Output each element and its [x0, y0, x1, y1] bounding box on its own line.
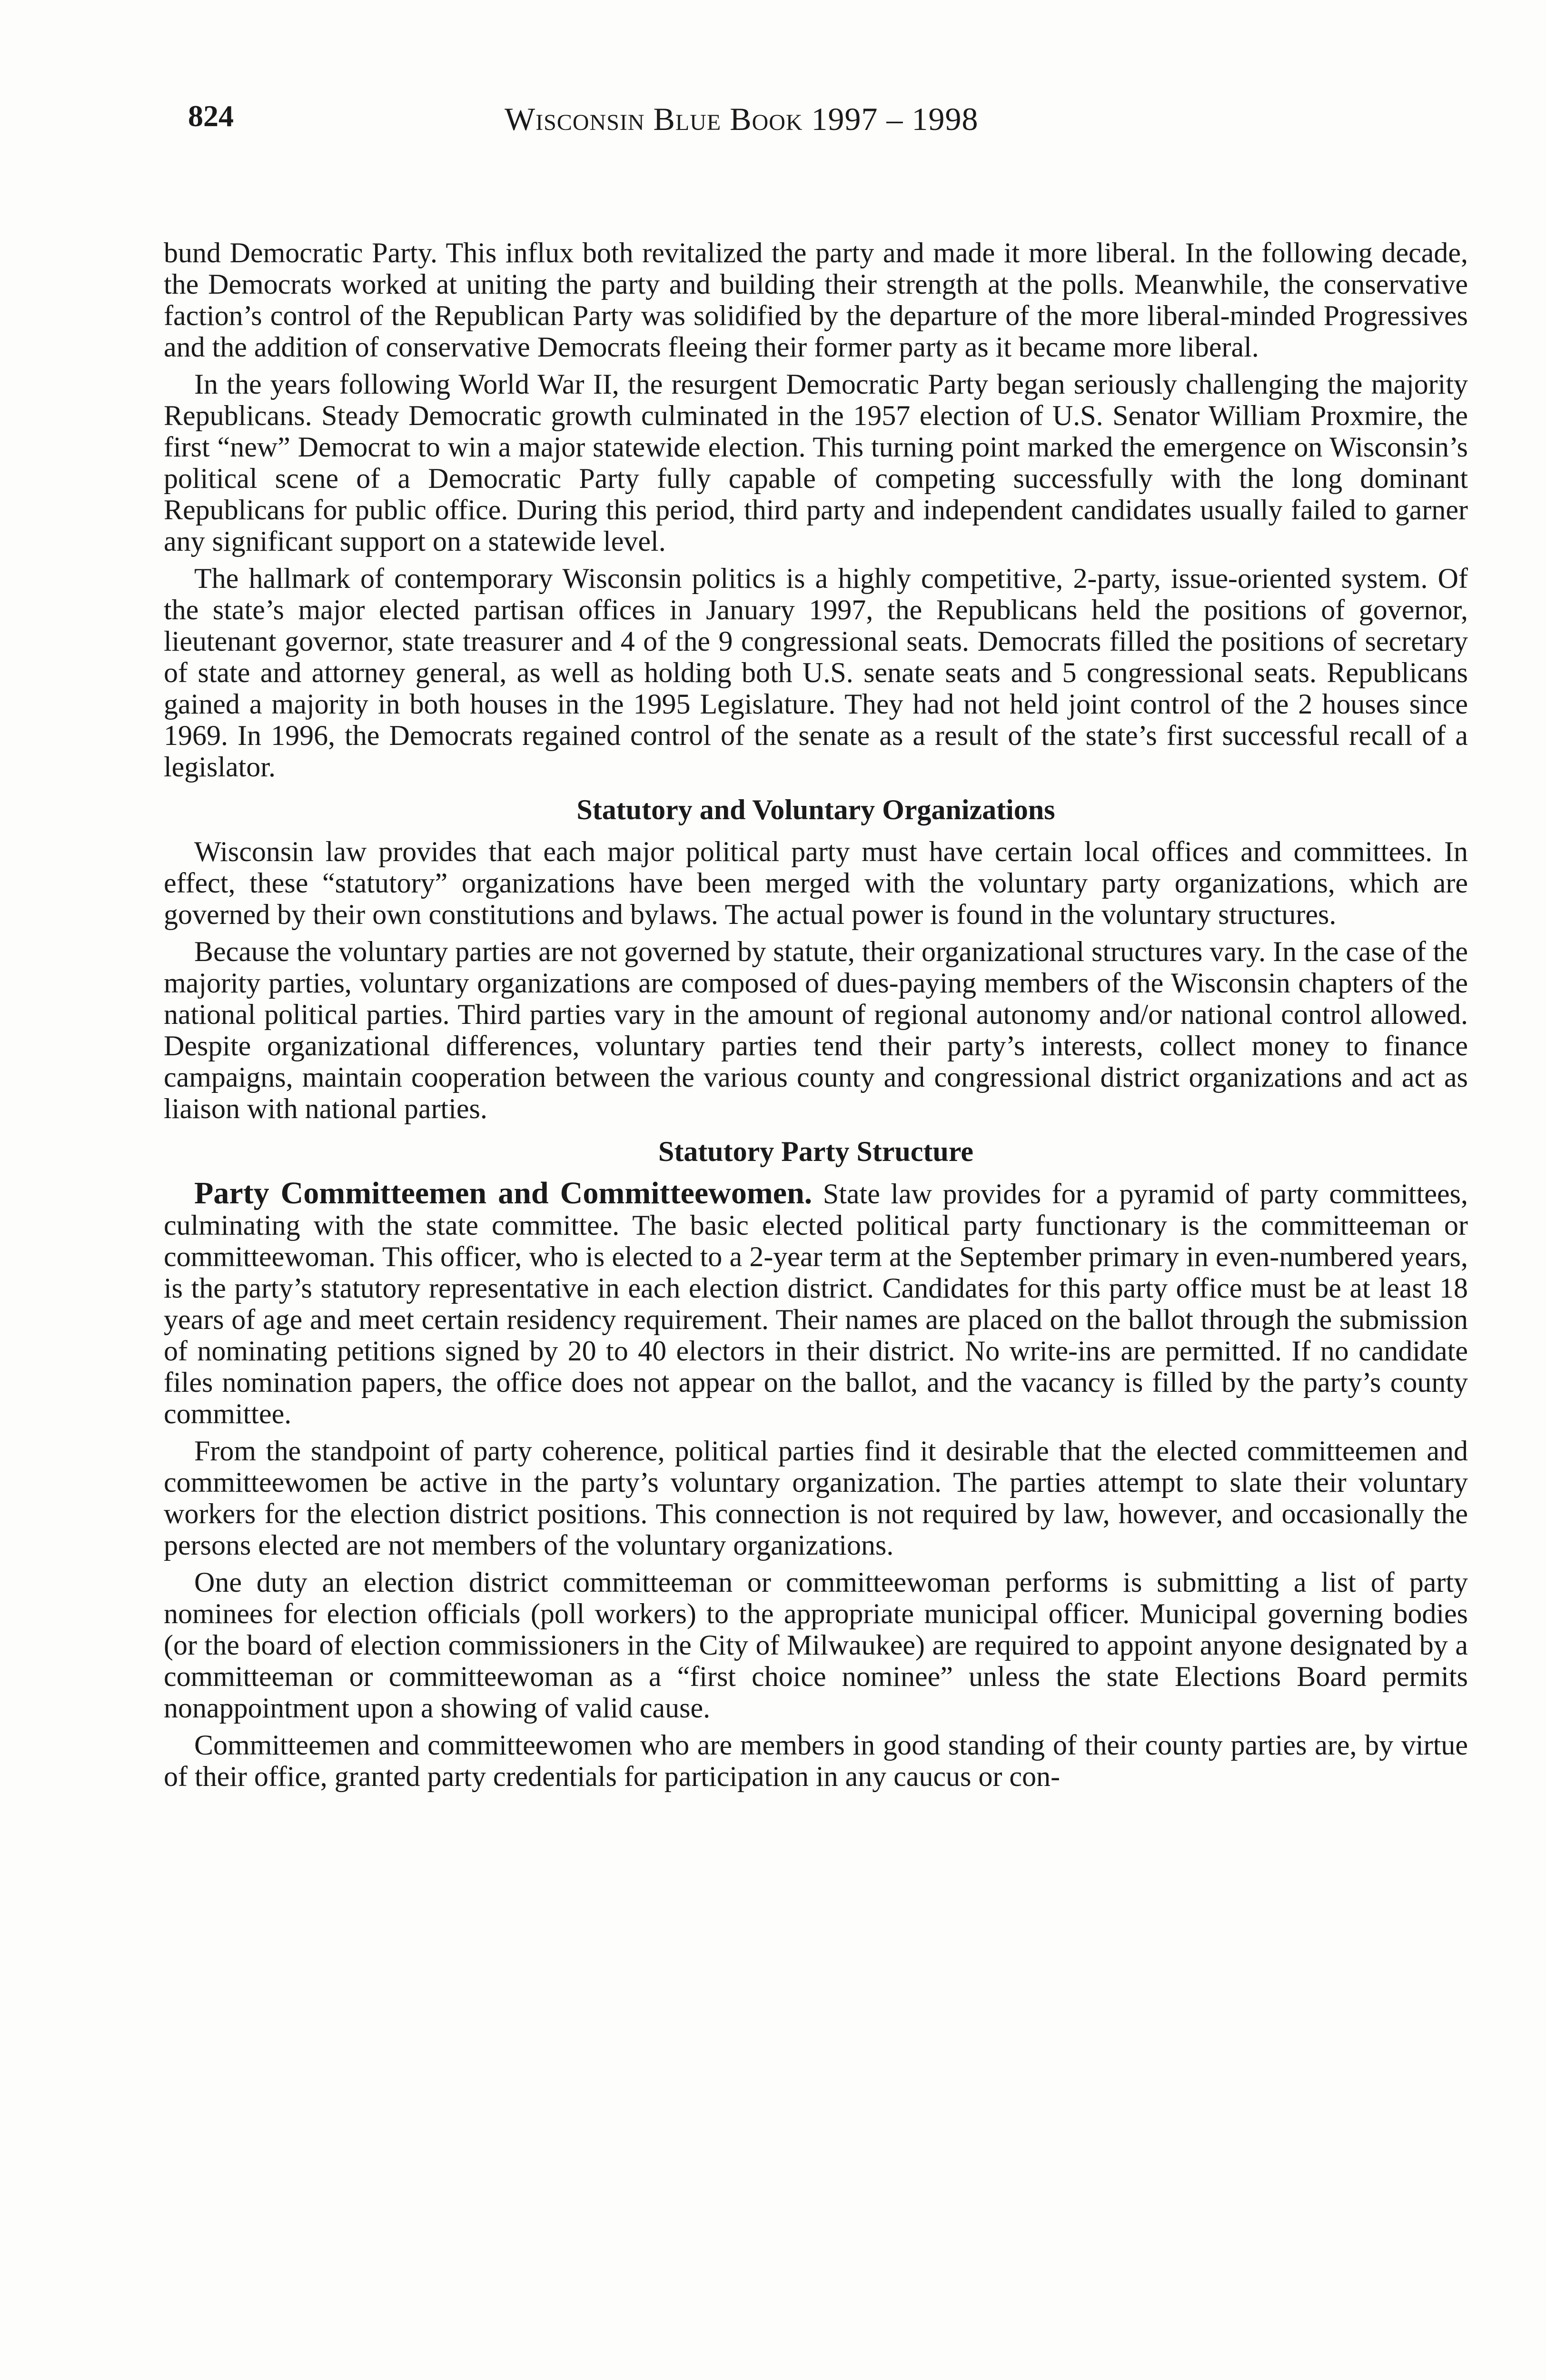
run-in-heading: Party Committeemen and Committeewomen.: [194, 1176, 813, 1210]
paragraph: The hallmark of contemporary Wisconsin politics is a highly competitive, 2-party, issue-oriented system. Of the state’s major elected partisan offices in January 1997, the Republicans held the positions of governor, lieutenant governor, state treasurer and 4 of the 9 congressional seats. Democrats filled the positions of secretary of state and attorney general, as well as holding both U.S. senate seats and 5 congressional seats. Republicans gained a majority in both houses in the 1995 Legislature. They had not held joint control of the 2 houses since 1969. In 1996, the Democrats regained control of the senate as a result of the state’s first successful recall of a legislator.: [164, 563, 1468, 783]
paragraph-committeemen: [164, 1178, 1468, 1429]
paragraph: Because the voluntary parties are not governed by statute, their organizational structures vary. In the case of the majority parties, voluntary organizations are composed of dues-paying members of the Wisconsin chapters of the national political parties. Third parties vary in the amount of regional autonomy and/or national control allowed. Despite organizational differences, voluntary parties tend their party’s interests, collect money to finance campaigns, maintain cooperation between the various county and congressional district organizations and act as liaison with national parties.: [164, 936, 1468, 1124]
paragraph: From the standpoint of party coherence, political parties find it desirable that the elected committeemen and committeewomen be active in the party’s voluntary organization. The parties attempt to slate their voluntary workers for the election district positions. This connection is not required by law, however, and occasionally the persons elected are not members of the voluntary organizations.: [164, 1435, 1468, 1561]
page-number: 824: [188, 99, 234, 133]
paragraph: One duty an election district committeeman or committeewoman performs is submitting a list of party nominees for election officials (poll workers) to the appropriate municipal officer. Municipal governing bodies (or the board of election commissioners in the City of Milwaukee) are required to appoint anyone designated by a committeeman or committeewoman as a “first choice nominee” unless the state Elections Board permits nonappointment upon a showing of valid cause.: [164, 1567, 1468, 1724]
paragraph: bund Democratic Party. This influx both revitalized the party and made it more liberal. In the following decade, the Democrats worked at uniting the party and building their strength at the polls. Meanwhile, the conservative faction’s control of the Republican Party was solidified by the departure of the more liberal-minded Progressives and the addition of conservative Democrats fleeing their former party as it became more liberal.: [164, 237, 1468, 363]
section-heading-statutory-party-structure: Statutory Party Structure: [658, 1136, 974, 1167]
paragraph-text: State law provides for a pyramid of party committees, culminating with the state committee. The basic elected political party functionary is the committeeman or committeewoman. This officer, who is elected to a 2-year term at the September primary in even-numbered years, is the party’s statutory representative in each election district. Candidates for this party office must be at least 18 years of age and meet certain residency requirement. Their names are placed on the ballot through the submission of nominating petitions signed by 20 to 40 electors in their district. No write-ins are permitted. If no candidate files nomination papers, the office does not appear on the ballot, and the vacancy is filled by the party’s county committee.: [164, 1178, 1468, 1429]
paragraph: Committeemen and committeewomen who are members in good standing of their county parties are, by virtue of their office, granted party credentials for participation in any caucus or con-: [164, 1729, 1468, 1792]
paragraph: In the years following World War II, the resurgent Democratic Party began seriously challenging the majority Republicans. Steady Democratic growth culminated in the 1957 election of U.S. Senator William Proxmire, the first “new” Democrat to win a major statewide election. This turning point marked the emergence on Wisconsin’s political scene of a Democratic Party fully capable of competing successfully with the long dominant Republicans for public office. During this period, third party and independent candidates usually failed to garner any significant support on a statewide level.: [164, 368, 1468, 557]
section-heading-statutory-voluntary: Statutory and Voluntary Organizations: [576, 794, 1055, 825]
running-head: [0, 101, 1546, 153]
body-text: [164, 237, 1468, 1798]
running-title: Wisconsin Blue Book 1997 – 1998: [505, 101, 979, 137]
paragraph: Wisconsin law provides that each major political party must have certain local offices and committees. In effect, these “statutory” organizations have been merged with the voluntary party organizations, which are governed by their own constitutions and bylaws. The actual power is found in the voluntary structures.: [164, 836, 1468, 930]
